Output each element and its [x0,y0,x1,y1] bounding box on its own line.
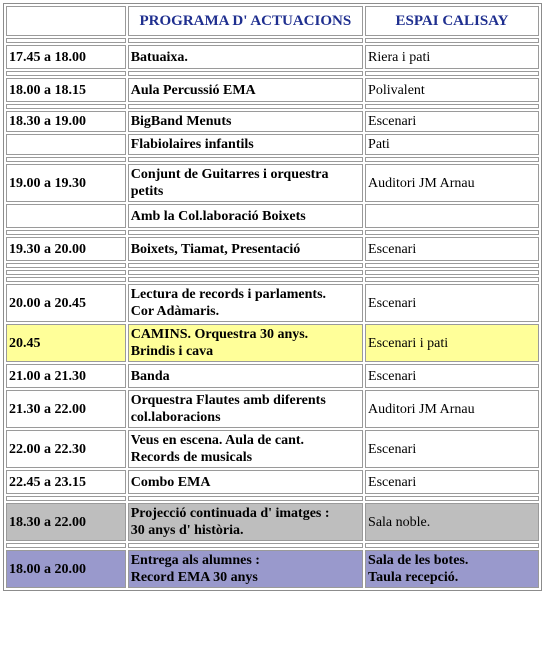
table-header-row [6,6,539,36]
spacer-cell [365,230,539,235]
spacer-cell [365,71,539,76]
header-espai: ESPAI CALISAY [365,6,539,36]
place-cell: Escenari [365,430,539,468]
spacer-cell [6,104,126,109]
table-row [6,237,539,261]
spacer-cell [6,270,126,275]
table-row [6,134,539,155]
place-cell: Sala noble. [365,503,539,541]
table-row [6,164,539,202]
spacer-cell [6,543,126,548]
spacer-row [6,38,539,43]
spacer-cell [6,38,126,43]
activity-cell: Flabiolaires infantils [128,134,363,155]
spacer-cell [365,277,539,282]
spacer-row [6,157,539,162]
spacer-cell [6,71,126,76]
activity-cell: Lectura de records i parlaments. Cor Adàmaris. [128,284,363,322]
spacer-cell [365,496,539,501]
spacer-row [6,263,539,268]
table-row [6,204,539,228]
spacer-cell [365,157,539,162]
activity-cell: Entrega als alumnes : Record EMA 30 anys [128,550,363,588]
time-cell: 18.00 a 18.15 [6,78,126,102]
spacer-cell [6,230,126,235]
place-cell: Pati [365,134,539,155]
activity-cell: Batuaixa. [128,45,363,69]
spacer-row [6,270,539,275]
time-cell: 21.30 a 22.00 [6,390,126,428]
place-cell: Sala de les botes. Taula recepció. [365,550,539,588]
activity-cell: Veus en escena. Aula de cant. Records de musicals [128,430,363,468]
place-cell [365,204,539,228]
table-row [6,78,539,102]
activity-cell: Amb la Col.laboració Boixets [128,204,363,228]
place-cell: Riera i pati [365,45,539,69]
time-cell [6,204,126,228]
place-cell: Escenari [365,111,539,132]
spacer-cell [365,543,539,548]
table-row [6,503,539,541]
place-cell: Escenari [365,284,539,322]
table-row [6,470,539,494]
spacer-cell [365,38,539,43]
spacer-cell [365,270,539,275]
time-cell [6,134,126,155]
table-row [6,111,539,132]
program-table [3,3,542,591]
spacer-row [6,71,539,76]
table-row [6,390,539,428]
table-row [6,324,539,362]
time-cell: 17.45 a 18.00 [6,45,126,69]
activity-cell: Combo EMA [128,470,363,494]
table-row [6,284,539,322]
spacer-cell [6,157,126,162]
spacer-cell [365,104,539,109]
activity-cell: BigBand Menuts [128,111,363,132]
table-row [6,550,539,588]
spacer-row [6,496,539,501]
time-cell: 21.00 a 21.30 [6,364,126,388]
place-cell: Auditori JM Arnau [365,390,539,428]
table-row [6,430,539,468]
activity-cell: Orquestra Flautes amb diferents col.laboracions [128,390,363,428]
spacer-row [6,543,539,548]
time-cell: 20.00 a 20.45 [6,284,126,322]
table-row [6,45,539,69]
activity-cell: Aula Percussió EMA [128,78,363,102]
spacer-row [6,230,539,235]
table-row [6,364,539,388]
time-cell: 18.30 a 19.00 [6,111,126,132]
spacer-cell [6,496,126,501]
spacer-cell [128,230,363,235]
place-cell: Escenari [365,364,539,388]
program-table-container [3,3,542,591]
spacer-row [6,104,539,109]
spacer-cell [128,157,363,162]
time-cell: 22.45 a 23.15 [6,470,126,494]
spacer-cell [128,496,363,501]
activity-cell: Projecció continuada d' imatges : 30 anys d' història. [128,503,363,541]
place-cell: Escenari [365,470,539,494]
time-cell: 18.00 a 20.00 [6,550,126,588]
time-cell: 22.00 a 22.30 [6,430,126,468]
spacer-cell [128,543,363,548]
place-cell: Auditori JM Arnau [365,164,539,202]
spacer-cell [128,71,363,76]
time-cell: 20.45 [6,324,126,362]
time-cell: 19.30 a 20.00 [6,237,126,261]
place-cell: Polivalent [365,78,539,102]
activity-cell: Banda [128,364,363,388]
place-cell: Escenari i pati [365,324,539,362]
spacer-cell [6,277,126,282]
time-cell: 19.00 a 19.30 [6,164,126,202]
spacer-cell [365,263,539,268]
place-cell: Escenari [365,237,539,261]
spacer-cell [6,263,126,268]
spacer-cell [128,263,363,268]
spacer-cell [128,277,363,282]
spacer-cell [128,104,363,109]
spacer-cell [128,38,363,43]
activity-cell: CAMINS. Orquestra 30 anys. Brindis i cava [128,324,363,362]
header-time [6,6,126,36]
time-cell: 18.30 a 22.00 [6,503,126,541]
activity-cell: Conjunt de Guitarres i orquestra petits [128,164,363,202]
activity-cell: Boixets, Tiamat, Presentació [128,237,363,261]
header-programa: PROGRAMA D' ACTUACIONS [128,6,363,36]
spacer-cell [128,270,363,275]
spacer-row [6,277,539,282]
